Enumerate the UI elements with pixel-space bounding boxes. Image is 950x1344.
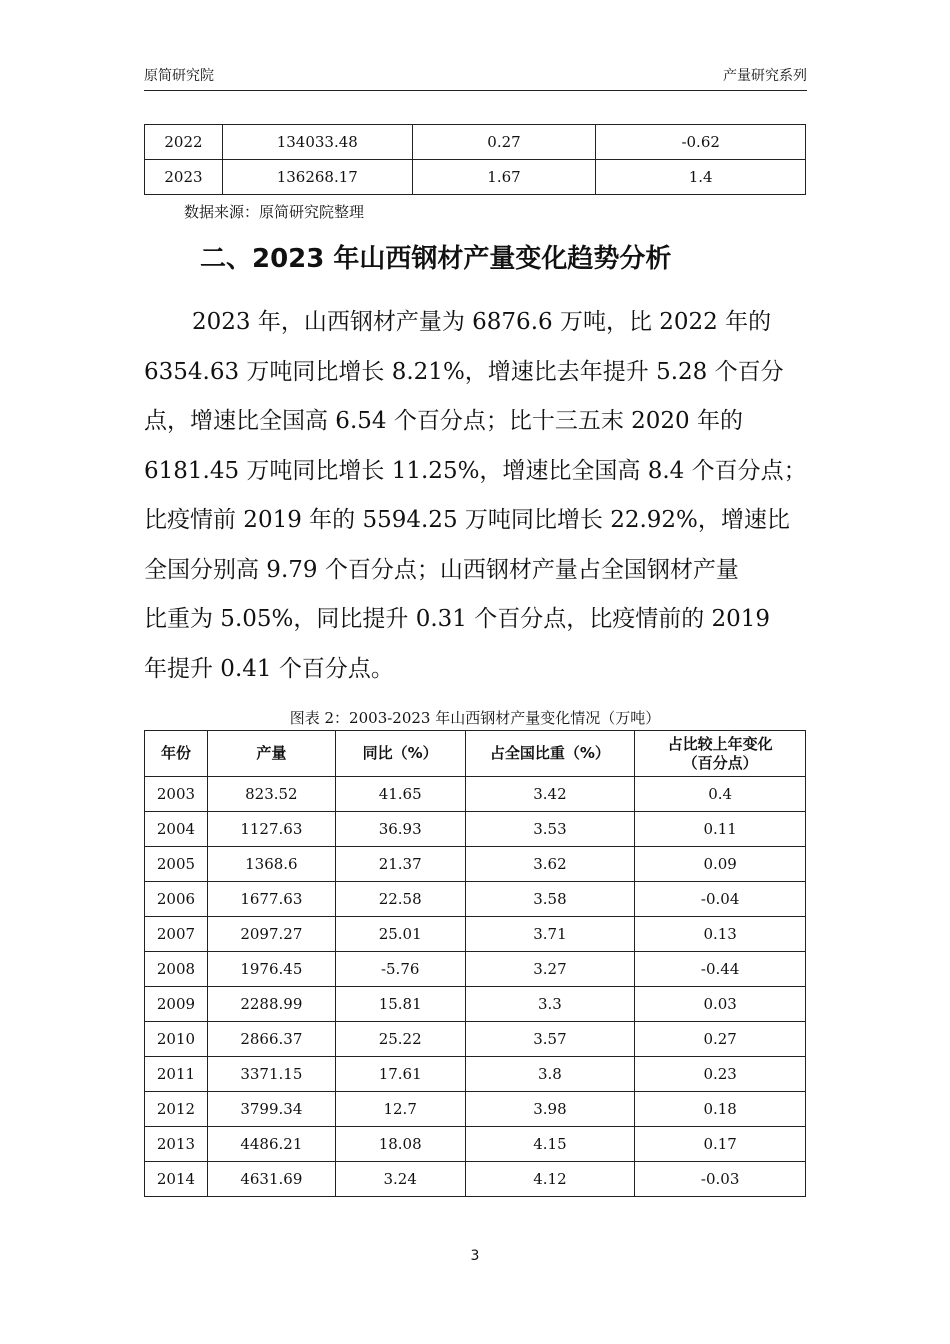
table-cell: 1.67 [412, 160, 596, 195]
table-cell: 3.57 [465, 1022, 635, 1057]
table-cell: 3.8 [465, 1057, 635, 1092]
table-row [145, 777, 806, 812]
header-org-name: 原简研究院 [144, 68, 214, 84]
paragraph-line: 点，增速比全国高 6.54 个百分点；比十三五末 2020 年的 [144, 408, 743, 434]
paragraph-line: 6354.63 万吨同比增长 8.21%，增速比去年提升 5.28 个百分 [144, 358, 784, 385]
table-cell: 3.98 [465, 1092, 635, 1127]
table-cell: 823.52 [207, 777, 335, 812]
table-cell: 1.4 [596, 160, 806, 195]
table-cell: 3.71 [465, 917, 635, 952]
table-cell: 22.58 [335, 882, 465, 917]
table-cell: 2007 [145, 917, 208, 952]
continued-table [144, 124, 806, 195]
table-cell: 2097.27 [207, 917, 335, 952]
table-row [145, 917, 806, 952]
analysis-paragraph [144, 298, 818, 694]
header-series-name: 产量研究系列 [723, 68, 807, 84]
table-cell: 15.81 [335, 987, 465, 1022]
table-cell: 2288.99 [207, 987, 335, 1022]
table-cell: 17.61 [335, 1057, 465, 1092]
table-cell: 41.65 [335, 777, 465, 812]
table-cell: 134033.48 [222, 125, 412, 160]
table-row [145, 847, 806, 882]
table-cell: 2022 [145, 125, 223, 160]
table-cell: 3.58 [465, 882, 635, 917]
table-cell: 4.15 [465, 1127, 635, 1162]
paragraph-line: 全国分别高 9.79 个百分点；山西钢材产量占全国钢材产量 [144, 556, 739, 583]
table-row [145, 125, 806, 160]
page-number: 3 [470, 1248, 480, 1264]
table-cell: 2008 [145, 952, 208, 987]
table-cell: 2005 [145, 847, 208, 882]
paragraph-line: 6181.45 万吨同比增长 11.25%，增速比全国高 8.4 个百分点； [144, 457, 807, 484]
table-cell: 21.37 [335, 847, 465, 882]
table-cell: 4631.69 [207, 1162, 335, 1197]
paragraph-line: 2023 年，山西钢材产量为 6876.6 万吨，比 2022 年的 [192, 309, 772, 335]
table-cell: 36.93 [335, 812, 465, 847]
table-cell: 0.03 [635, 987, 806, 1022]
table-cell: 3371.15 [207, 1057, 335, 1092]
table-header-row [145, 731, 806, 777]
table-cell: 1976.45 [207, 952, 335, 987]
table-row [145, 160, 806, 195]
table-cell: 1368.6 [207, 847, 335, 882]
table-row [145, 812, 806, 847]
table-row [145, 882, 806, 917]
table-cell: 136268.17 [222, 160, 412, 195]
table-cell: 4486.21 [207, 1127, 335, 1162]
table-cell: 0.23 [635, 1057, 806, 1092]
table-cell: 1127.63 [207, 812, 335, 847]
table-cell: 0.11 [635, 812, 806, 847]
table-row [145, 987, 806, 1022]
table-cell: 3.62 [465, 847, 635, 882]
table-cell: 0.18 [635, 1092, 806, 1127]
column-header: 年份 [145, 731, 208, 777]
column-header: 产量 [207, 731, 335, 777]
table-cell: -5.76 [335, 952, 465, 987]
column-header: 占比较上年变化 （百分点） [635, 731, 806, 777]
table-row [145, 1092, 806, 1127]
paragraph-line: 年提升 0.41 个百分点。 [144, 655, 394, 682]
table-cell: 2003 [145, 777, 208, 812]
paragraph-line: 比重为 5.05%，同比提升 0.31 个百分点，比疫情前的 2019 [144, 606, 771, 632]
table-row [145, 952, 806, 987]
table-cell: 3.24 [335, 1162, 465, 1197]
table-cell: 18.08 [335, 1127, 465, 1162]
table-row [145, 1162, 806, 1197]
table-cell: 2014 [145, 1162, 208, 1197]
paragraph-line: 比疫情前 2019 年的 5594.25 万吨同比增长 22.92%，增速比 [144, 507, 790, 533]
table-cell: 2011 [145, 1057, 208, 1092]
table-cell: 0.27 [635, 1022, 806, 1057]
table-cell: 0.27 [412, 125, 596, 160]
table-cell: 3.27 [465, 952, 635, 987]
table-cell: 25.01 [335, 917, 465, 952]
table-cell: 2006 [145, 882, 208, 917]
table-cell: 1677.63 [207, 882, 335, 917]
table-row [145, 1127, 806, 1162]
table-cell: 12.7 [335, 1092, 465, 1127]
table-cell: -0.44 [635, 952, 806, 987]
table-caption: 图表 2：2003-2023 年山西钢材产量变化情况（万吨） [289, 709, 661, 727]
table-cell: -0.62 [596, 125, 806, 160]
table-cell: 2004 [145, 812, 208, 847]
table-cell: 4.12 [465, 1162, 635, 1197]
column-header: 占全国比重（%） [465, 731, 635, 777]
table-cell: 2010 [145, 1022, 208, 1057]
table-row [145, 1057, 806, 1092]
table-cell: 0.17 [635, 1127, 806, 1162]
table-cell: 3.3 [465, 987, 635, 1022]
page-header [144, 62, 807, 91]
production-table [144, 730, 806, 1197]
table-cell: -0.04 [635, 882, 806, 917]
table-cell: 0.09 [635, 847, 806, 882]
table-row [145, 1022, 806, 1057]
table-cell: 0.13 [635, 917, 806, 952]
table-cell: 3.53 [465, 812, 635, 847]
table-cell: 25.22 [335, 1022, 465, 1057]
table-cell: 2013 [145, 1127, 208, 1162]
table-cell: 3.42 [465, 777, 635, 812]
table-cell: 2012 [145, 1092, 208, 1127]
table-cell: -0.03 [635, 1162, 806, 1197]
data-source-note: 数据来源：原简研究院整理 [184, 203, 365, 221]
column-header: 同比（%） [335, 731, 465, 777]
table-cell: 2866.37 [207, 1022, 335, 1057]
section-title: 二、2023 年山西钢材产量变化趋势分析 [200, 244, 672, 274]
table-cell: 2023 [145, 160, 223, 195]
table-cell: 3799.34 [207, 1092, 335, 1127]
table-cell: 0.4 [635, 777, 806, 812]
table-cell: 2009 [145, 987, 208, 1022]
